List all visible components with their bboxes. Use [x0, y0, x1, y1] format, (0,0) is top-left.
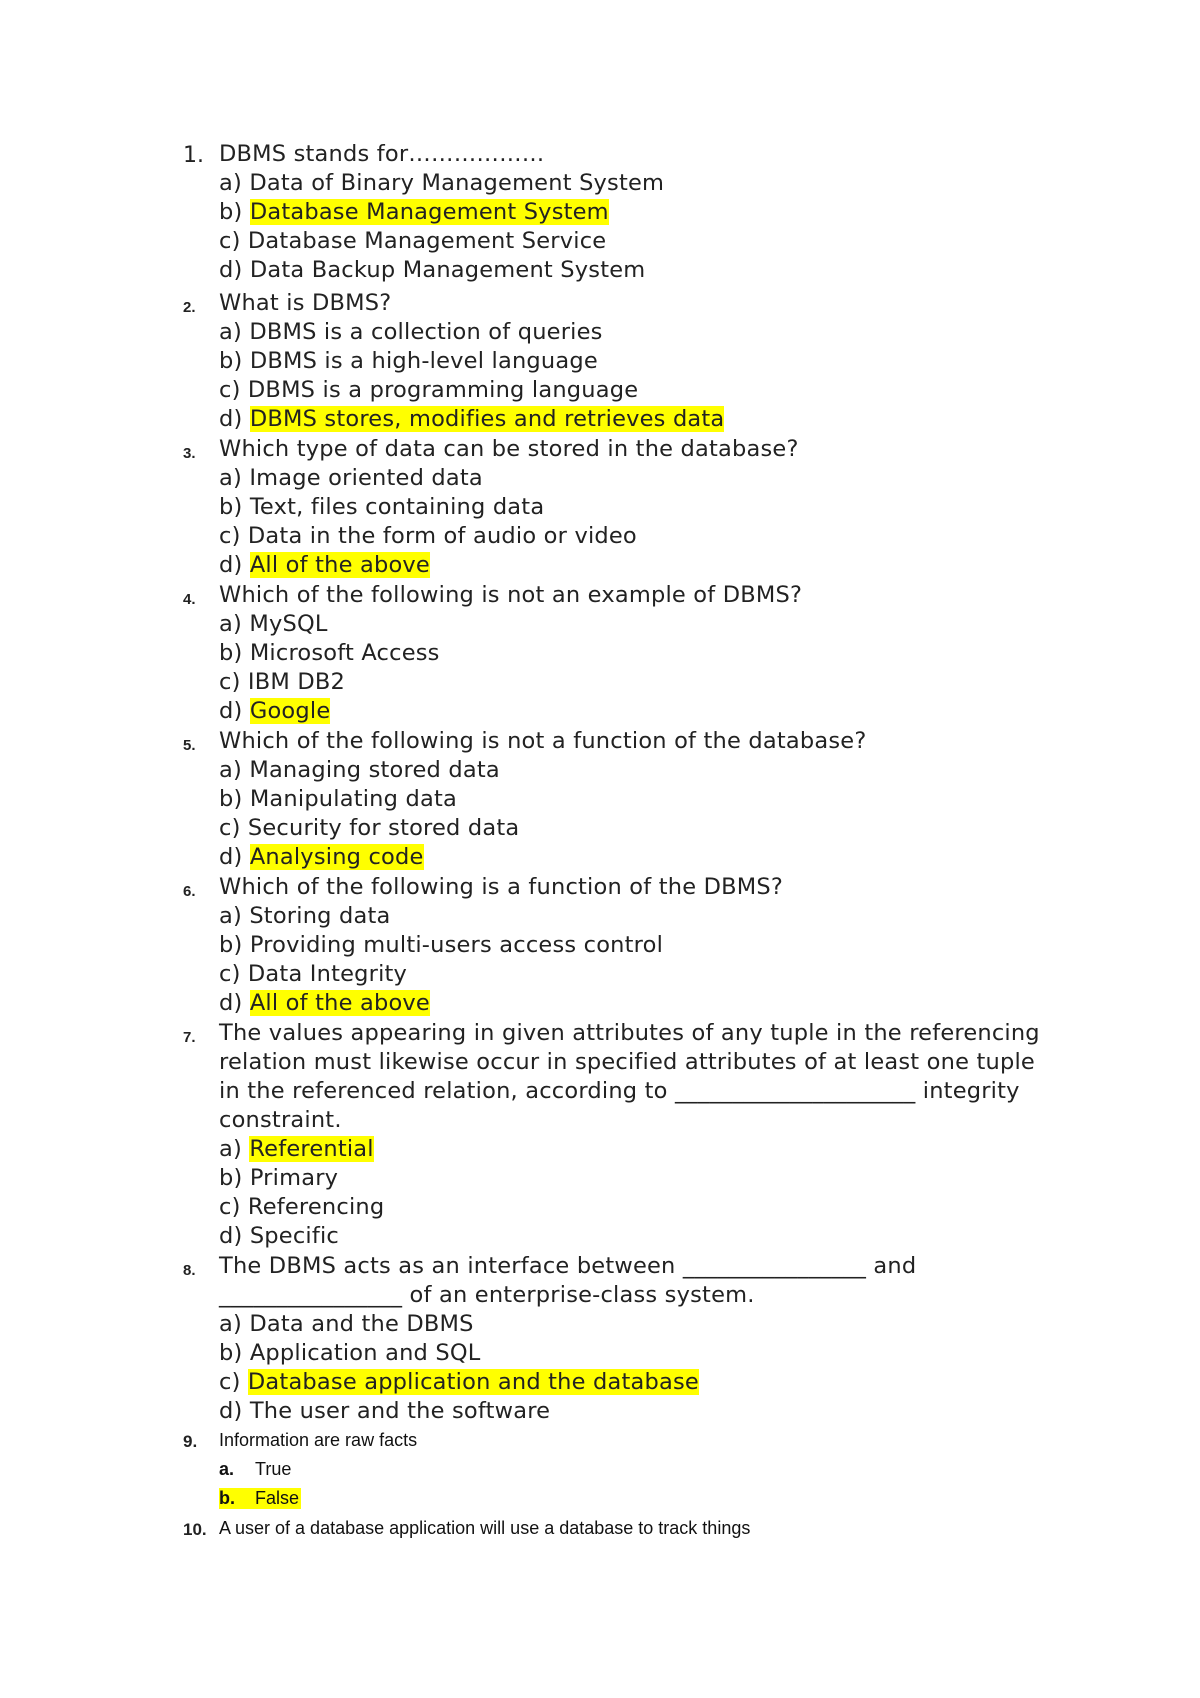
correct-answer-highlight: Analysing code: [249, 844, 424, 870]
option-c: c) DBMS is a programming language: [219, 377, 639, 403]
question-number: 5.: [183, 737, 196, 754]
question-text-line: The values appearing in given attributes of any tuple in the referencing: [219, 1020, 1040, 1046]
question-number: 4.: [183, 591, 196, 608]
option-d: d) Google: [219, 698, 331, 724]
option-a: a) Data of Binary Management System: [219, 170, 665, 196]
question-text: What is DBMS?: [219, 290, 392, 316]
option-c: c) Data Integrity: [219, 961, 408, 987]
option-a: a) Storing data: [219, 903, 391, 929]
question-number: 10.: [183, 1520, 207, 1539]
option-a: a) DBMS is a collection of queries: [219, 319, 603, 345]
option-d: d) DBMS stores, modifies and retrieves data: [219, 406, 725, 432]
option-b: b) Database Management System: [219, 199, 609, 225]
option-b: b) Microsoft Access: [219, 640, 440, 666]
option-c: c) Database Management Service: [219, 228, 607, 254]
question-number: 7.: [183, 1029, 196, 1046]
question-text: Which type of data can be stored in the database?: [219, 436, 799, 462]
question-number: 9.: [183, 1432, 198, 1451]
option-a: a) Data and the DBMS: [219, 1311, 474, 1337]
question-text-line: relation must likewise occur in specified attributes of at least one tuple: [219, 1049, 1035, 1075]
option-b: b) DBMS is a high-level language: [219, 348, 598, 374]
correct-answer-highlight: Google: [249, 698, 331, 724]
option-d: d) Data Backup Management System: [219, 257, 646, 283]
correct-answer-highlight: All of the above: [249, 990, 430, 1016]
question-number: 2.: [183, 299, 196, 316]
question-text: Which of the following is not an example of DBMS?: [219, 582, 803, 608]
question-text: Information are raw facts: [219, 1430, 418, 1450]
option-a: a) Image oriented data: [219, 465, 483, 491]
question-text-line: constraint.: [219, 1107, 342, 1133]
question-number: 1.: [183, 143, 204, 168]
question-text: Which of the following is a function of the DBMS?: [219, 874, 784, 900]
question-text: DBMS stands for………………: [219, 141, 545, 167]
question-text-line: The DBMS acts as an interface between ________________ and: [219, 1253, 917, 1279]
option-a: a. True: [219, 1459, 292, 1479]
question-number: 6.: [183, 883, 196, 900]
option-b: b. False: [219, 1488, 300, 1508]
option-b: b) Manipulating data: [219, 786, 457, 812]
correct-answer-highlight: Database application and the database: [247, 1369, 699, 1395]
option-a: a) Referential: [219, 1136, 374, 1162]
question-number: 3.: [183, 445, 196, 462]
correct-answer-highlight: False: [255, 1488, 300, 1508]
option-a: a) MySQL: [219, 611, 328, 637]
option-c: c) Security for stored data: [219, 815, 520, 841]
option-c: c) IBM DB2: [219, 669, 346, 695]
option-d: d) Analysing code: [219, 844, 424, 870]
option-d: d) The user and the software: [219, 1398, 551, 1424]
option-b: b) Providing multi-users access control: [219, 932, 664, 958]
question-number: 8.: [183, 1262, 196, 1279]
option-a: a) Managing stored data: [219, 757, 500, 783]
option-c: c) Database application and the database: [219, 1369, 699, 1395]
question-text-line: ________________ of an enterprise-class system.: [219, 1282, 755, 1308]
question-text: A user of a database application will use a database to track things: [219, 1518, 751, 1538]
option-b: b) Primary: [219, 1165, 339, 1191]
option-d: d) Specific: [219, 1223, 339, 1249]
question-text-line: in the referenced relation, according to _____________________ integrity: [219, 1078, 1020, 1104]
correct-answer-highlight: Referential: [249, 1136, 374, 1162]
option-b: b) Text, files containing data: [219, 494, 545, 520]
option-b: b) Application and SQL: [219, 1340, 481, 1366]
correct-answer-highlight: All of the above: [249, 552, 430, 578]
correct-answer-highlight: DBMS stores, modifies and retrieves data: [249, 406, 725, 432]
option-d: d) All of the above: [219, 552, 430, 578]
option-c: c) Data in the form of audio or video: [219, 523, 637, 549]
question-text: Which of the following is not a function of the database?: [219, 728, 867, 754]
correct-answer-highlight: Database Management System: [249, 199, 609, 225]
option-c: c) Referencing: [219, 1194, 385, 1220]
option-d: d) All of the above: [219, 990, 430, 1016]
